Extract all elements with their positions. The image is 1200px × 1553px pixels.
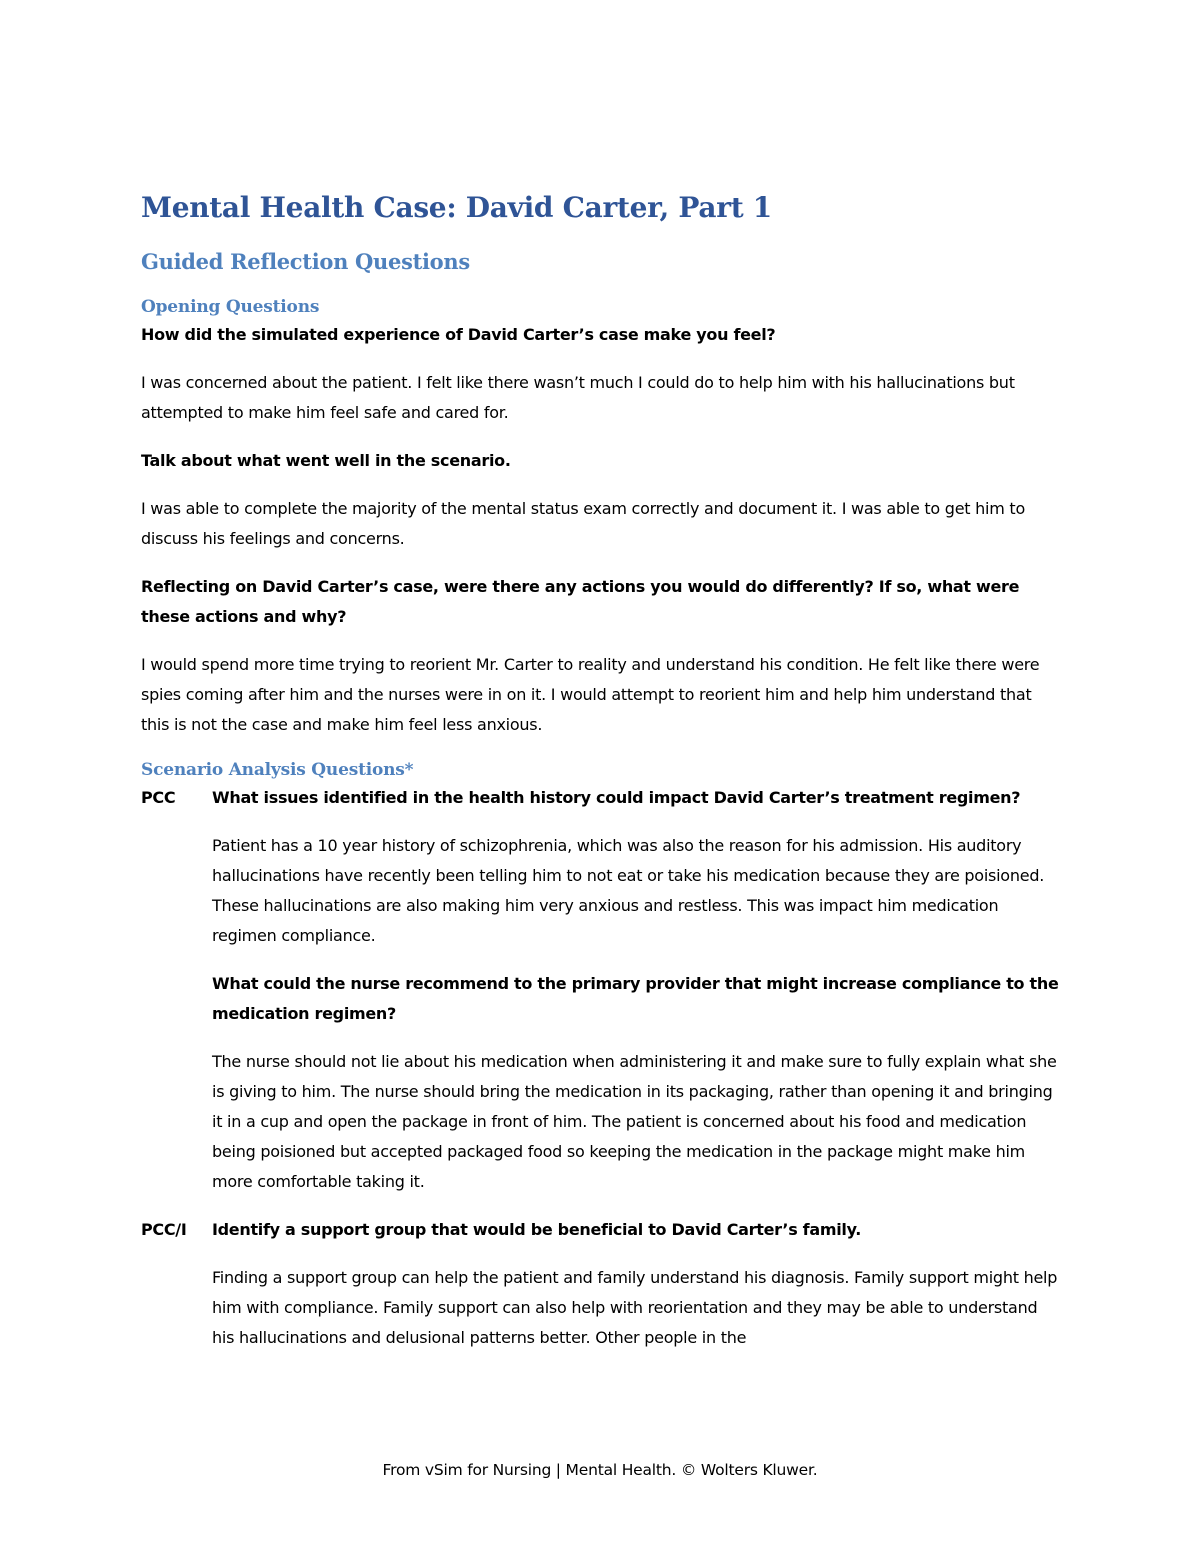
pcc-block [212,783,1061,1197]
pcc-i-answer-1: Finding a support group can help the patient and family understand his diagnosis. Family support might help him with compliance. Family support can also help with reorientation and they may be able to understand his hallucinations and delusional patterns better. Other people in the [212,1268,1058,1347]
opening-questions-heading: Opening Questions [141,297,320,317]
pcc-question-row [141,783,1061,1197]
document-title: Mental Health Case: David Carter, Part 1 [141,191,772,224]
document-body [141,188,1061,1353]
document-subtitle: Guided Reflection Questions [141,249,470,274]
pcc-answer-2: The nurse should not lie about his medication when administering it and make sure to fully explain what she is giving to him. The nurse should bring the medication in its packaging, rather than opening it and bringing it in a cup and open the package in front of him. The patient is concerned about his food and medication being poisioned but accepted packaged food so keeping the medication in the package might make him more comfortable taking it. [212,1052,1057,1191]
opening-question-1: How did the simulated experience of David Carter’s case make you feel? [141,325,776,344]
pcc-i-question-1: Identify a support group that would be beneficial to David Carter’s family. [212,1220,862,1239]
opening-answer-3: I would spend more time trying to reorient Mr. Carter to reality and understand his condition. He felt like there were spies coming after him and the nurses were in on it. I would attempt to reorient him and help him understand that this is not the case and make him feel less anxious. [141,655,1040,734]
pcc-question-1: What issues identified in the health history could impact David Carter’s treatment regimen? [212,788,1021,807]
opening-answer-2: I was able to complete the majority of the mental status exam correctly and document it. I was able to get him to discuss his feelings and concerns. [141,499,1025,548]
opening-question-3: Reflecting on David Carter’s case, were there any actions you would do differently? If so, what were these actions and why? [141,577,1020,626]
pcc-i-block [212,1215,1061,1353]
pcc-i-question-row [141,1215,1061,1353]
opening-question-2: Talk about what went well in the scenario. [141,451,511,470]
opening-answer-1: I was concerned about the patient. I felt like there wasn’t much I could do to help him with his hallucinations but attempted to make him feel safe and cared for. [141,373,1015,422]
scenario-analysis-heading: Scenario Analysis Questions* [141,760,414,780]
pcc-question-2: What could the nurse recommend to the primary provider that might increase compliance to the medication regimen? [212,974,1059,1023]
pcc-answer-1: Patient has a 10 year history of schizophrenia, which was also the reason for his admission. His auditory hallucinations have recently been telling him to not eat or take his medication because they are poisioned. These hallucinations are also making him very anxious and restless. This was impact him medication regimen compliance. [212,836,1045,945]
page-footer: From vSim for Nursing | Mental Health. © Wolters Kluwer. [382,1461,818,1479]
pcc-i-tag: PCC/I [141,1220,187,1239]
pcc-tag: PCC [141,788,176,807]
